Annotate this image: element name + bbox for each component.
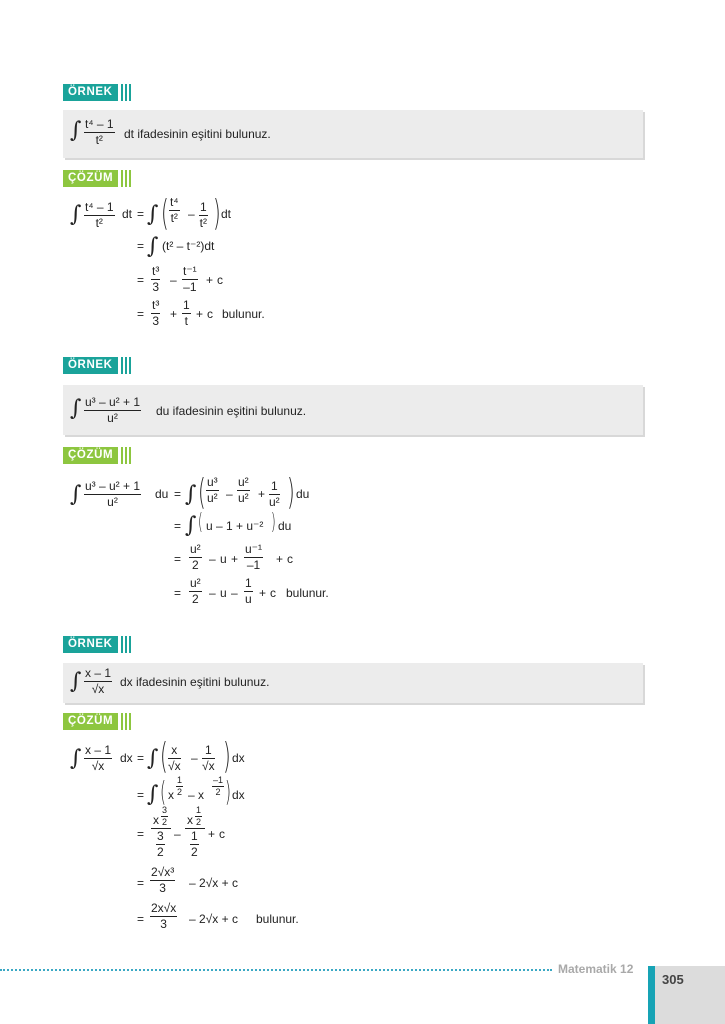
solution-fraction: t⁻¹ –1 [183,264,197,294]
solution-fraction: t⁴ – 1 t² [85,200,114,230]
ornek-label-3: ÖRNEK [63,636,131,653]
question-text-3: dx ifadesinin eşitini bulunuz. [120,675,270,689]
bulunur-text: bulunur. [256,912,299,926]
bulunur-text: bulunur. [286,586,329,600]
integral-sign-icon: ∫ [70,482,82,507]
solution-fraction: 1 t [183,298,190,328]
solution-fraction: x 3 2 3 2 [151,808,171,857]
solution-fraction: x √x [168,743,181,773]
question-text-2: du ifadesinin eşitini bulunuz. [156,404,307,418]
page-number: 305 [662,972,684,987]
solution-fraction: 1 u [245,576,252,606]
label-bars-icon [121,713,131,730]
paren-left: ( [198,510,203,535]
solution-fraction: 1 √x [202,743,215,773]
solution-line-2: u – 1 + u⁻² [206,519,264,533]
integral-sign-icon: ∫ [70,746,82,771]
paren-right: ) [223,736,231,777]
question-fraction-3: x – 1 √x [85,666,112,696]
cozum-label-1: ÇÖZÜM [63,170,131,187]
solution-fraction: x – 1 √x [85,743,112,773]
paren-right: ) [271,510,276,535]
solution-line-2: (t² – t⁻²)dt [162,239,215,253]
solution-fraction: u³ u² [207,475,218,505]
solution-fraction: x 1 2 1 2 [185,808,205,857]
integral-sign-icon: ∫ [147,202,159,227]
footer-dotted-line [0,969,552,971]
question-fraction-2: u³ – u² + 1 u² [85,395,141,425]
solution-fraction: 2x√x 3 [151,901,177,931]
cozum-label-3: ÇÖZÜM [63,713,131,730]
paren-right: ) [287,472,295,513]
ornek-label-1: ÖRNEK [63,84,131,101]
integral-sign-icon: ∫ [70,396,82,421]
solution-fraction: u³ – u² + 1 u² [85,479,141,509]
exponent-fraction: –1 2 [213,775,224,797]
question-text-1: dt ifadesinin eşitini bulunuz. [124,127,271,141]
paren-left: ( [160,736,168,777]
paren-right: ) [225,775,232,808]
paren-left: ( [198,472,206,513]
paren-left: ( [161,193,169,234]
solution-fraction: t³ 3 [152,264,160,294]
integral-sign-icon: ∫ [70,202,82,227]
solution-fraction: t⁴ t² [170,195,179,225]
footer-title: Matematik 12 [558,962,634,976]
solution-fraction: t³ 3 [152,298,160,328]
paren-left: ( [160,775,167,808]
solution-fraction: 1 u² [269,479,280,509]
solution-fraction: 2√x³ 3 [151,865,175,895]
cozum-label-2: ÇÖZÜM [63,447,131,464]
solution-fraction: u⁻¹ –1 [245,542,263,572]
integral-sign-icon: ∫ [70,118,82,143]
integral-sign-icon: ∫ [185,513,197,538]
integral-sign-icon: ∫ [147,782,159,807]
label-bars-icon [121,357,131,374]
paren-right: ) [213,193,221,234]
integral-sign-icon: ∫ [147,746,159,771]
label-bars-icon [121,636,131,653]
bulunur-text: bulunur. [222,307,265,321]
label-bars-icon [121,84,131,101]
integral-sign-icon: ∫ [185,482,197,507]
question-box-2 [63,385,643,435]
footer-accent-bar [648,966,655,1024]
solution-fraction: u² 2 [190,542,201,572]
solution-fraction: u² u² [238,475,249,505]
label-bars-icon [121,170,131,187]
ornek-label-2: ÖRNEK [63,357,131,374]
solution-fraction: 1 t² [199,200,208,230]
exponent-fraction: 1 2 [177,775,183,797]
label-bars-icon [121,447,131,464]
integral-sign-icon: ∫ [70,669,82,694]
integral-sign-icon: ∫ [147,234,159,259]
question-fraction-1: t⁴ – 1 t² [85,117,114,147]
solution-fraction: u² 2 [190,576,201,606]
